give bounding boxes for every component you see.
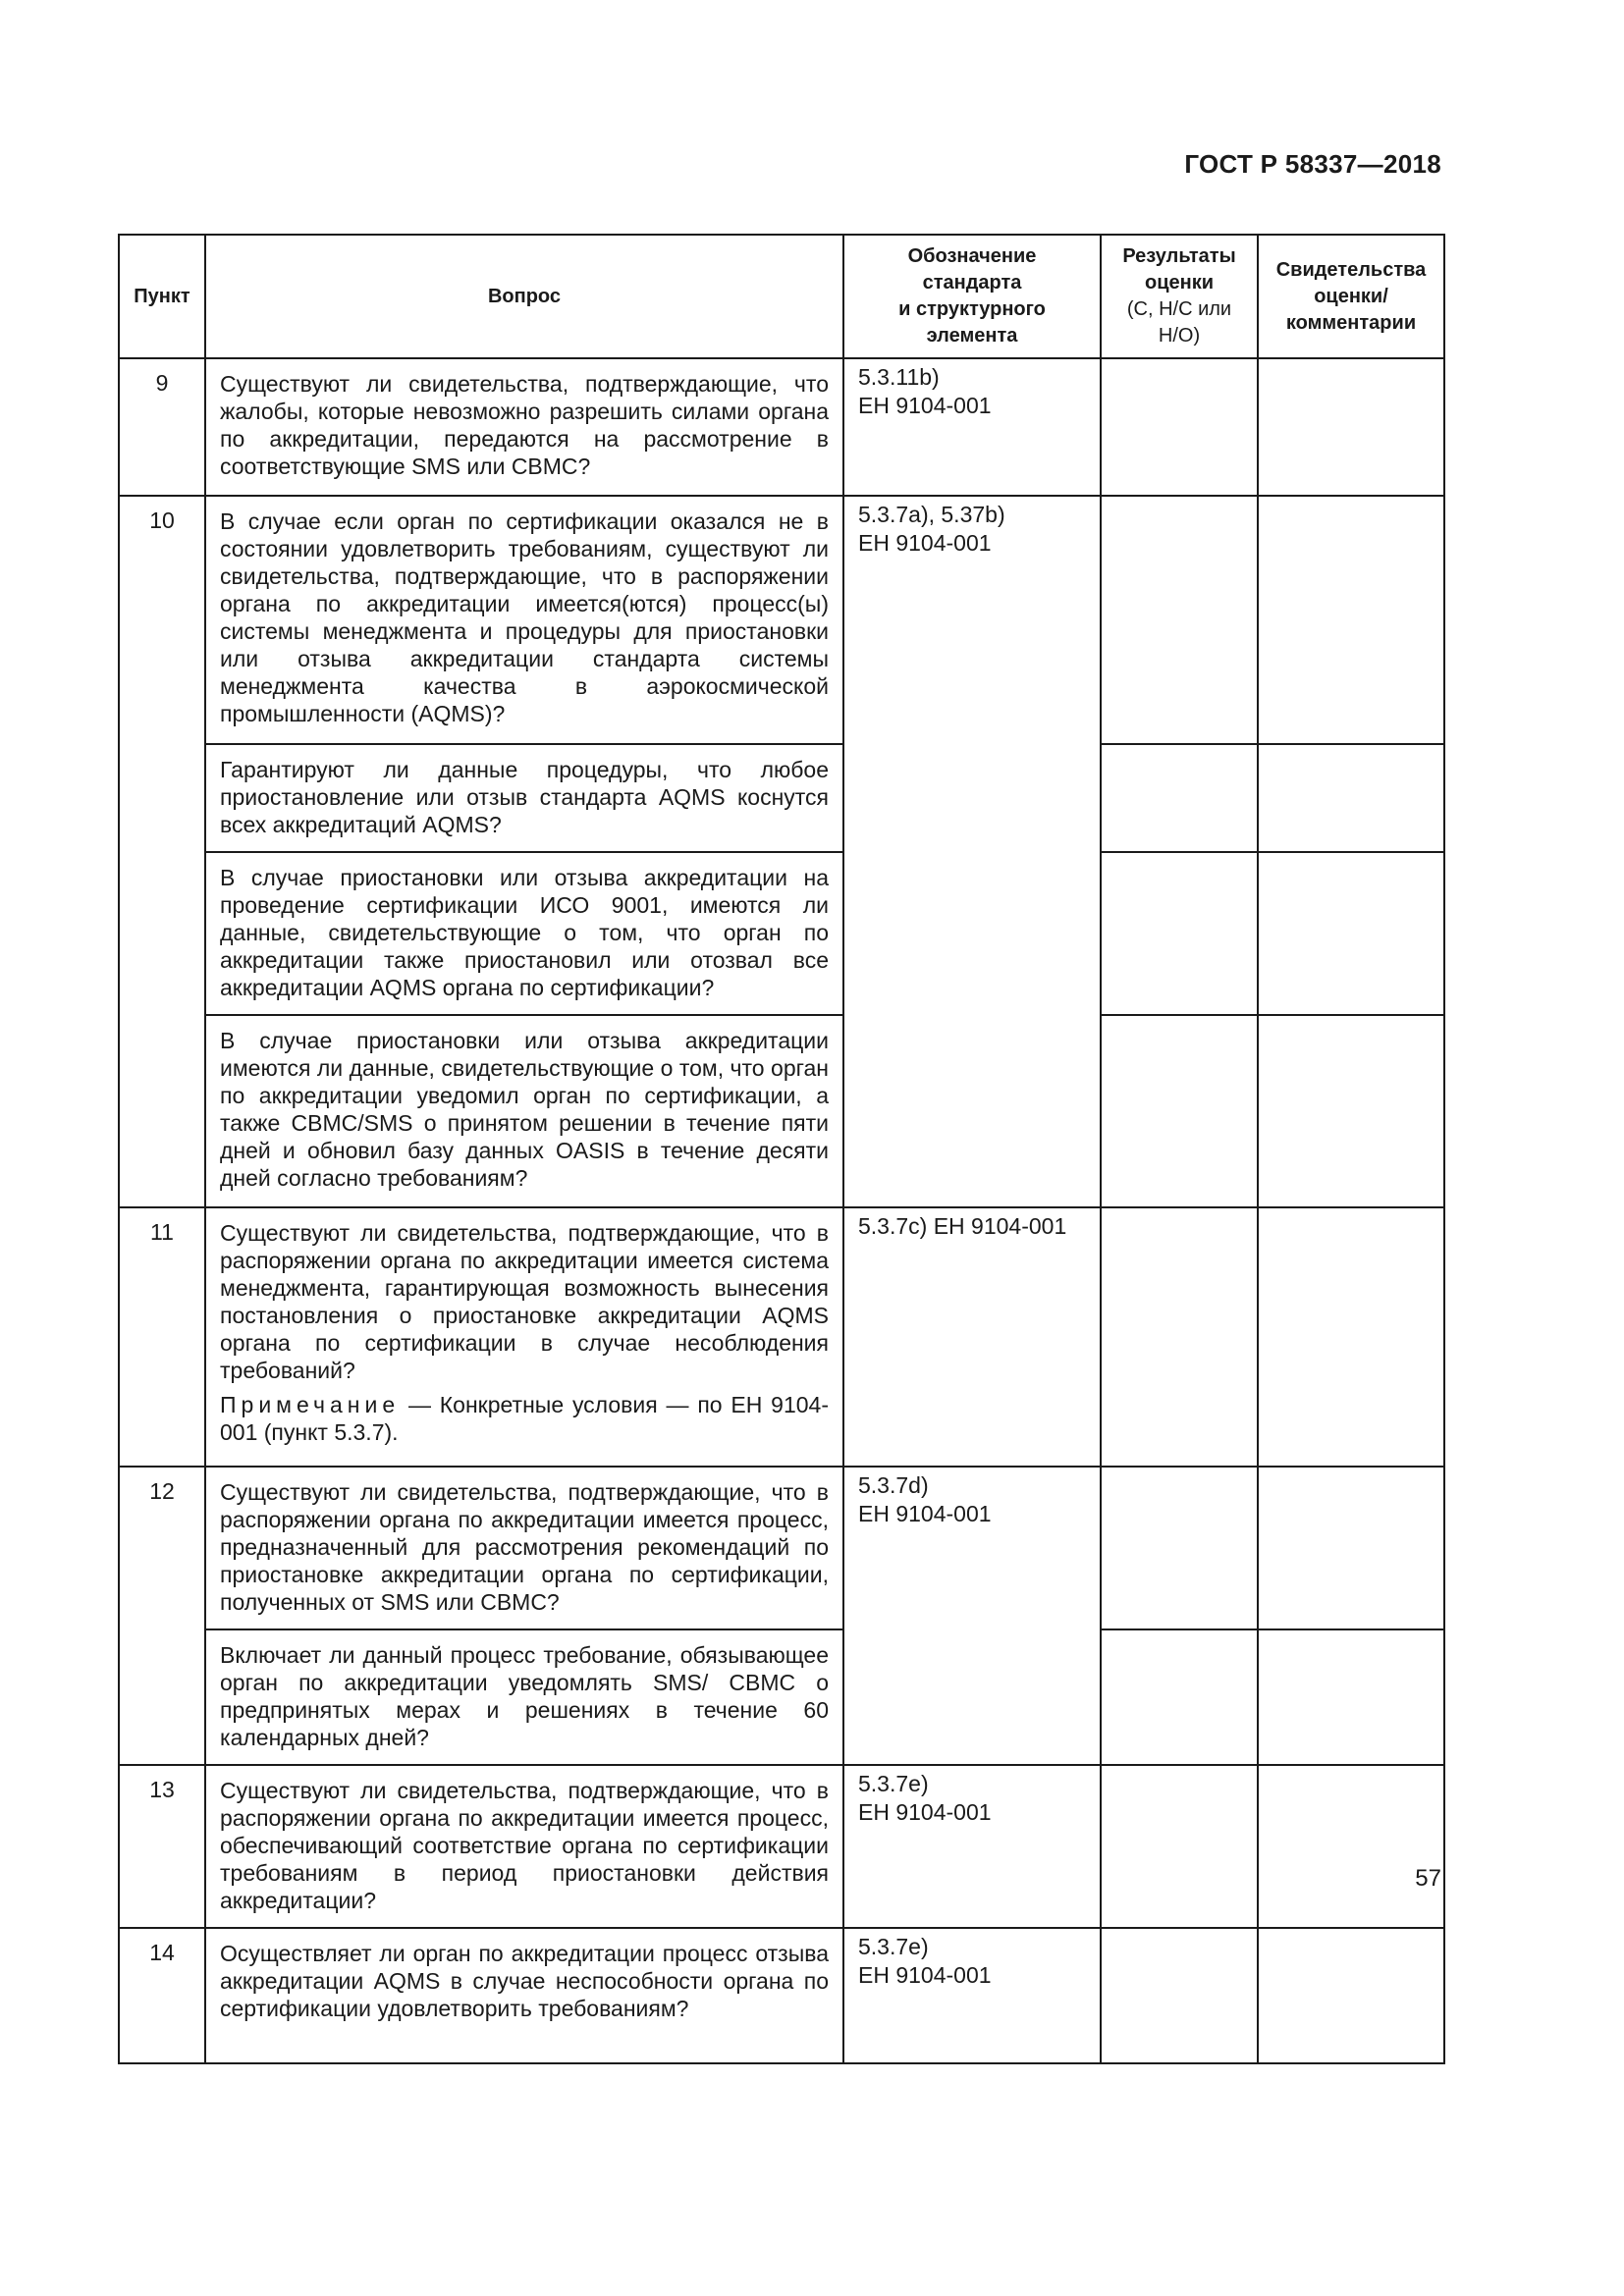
question-text: В случае приостановки или отзыва аккредитации на проведение сертификации ИСО 9001, имеются ли данные, свидетельствующие о том, что орган по аккредитации также приостановил или отозвал все аккредитации AQMS органа по сертификации? (205, 852, 843, 1015)
page-number: 57 (1415, 1865, 1441, 1892)
standard-reference: 5.3.7c) ЕН 9104-001 (843, 1207, 1101, 1467)
assessment-table (118, 234, 1445, 2064)
item-number: 11 (119, 1207, 205, 1467)
results-cell[interactable] (1101, 1015, 1258, 1207)
table-subrow (119, 1015, 1444, 1207)
question-text: В случае если орган по сертификации оказался не в состоянии удовлетворить требованиям, существуют ли свидетельства, подтверждающие, что в распоряжении органа по аккредитации имеется(ются) процесс(ы) системы менеджмента и процедуры для приостановки или отзыва аккредитации стандарта системы менеджмента качества в аэрокосмической промышленности (AQMS)? (205, 496, 843, 744)
question-cell (205, 1207, 843, 1467)
evidence-cell[interactable] (1258, 744, 1444, 852)
results-cell[interactable] (1101, 1207, 1258, 1467)
note-text (220, 1391, 829, 1446)
table-row (119, 1928, 1444, 2063)
evidence-cell[interactable] (1258, 1207, 1444, 1467)
table-subrow (119, 852, 1444, 1015)
results-cell[interactable] (1101, 744, 1258, 852)
table-row (119, 1765, 1444, 1928)
document-header: ГОСТ Р 58337—2018 (1184, 149, 1441, 179)
evidence-cell[interactable] (1258, 852, 1444, 1015)
evidence-cell[interactable] (1258, 1629, 1444, 1765)
results-cell[interactable] (1101, 496, 1258, 744)
table-row (119, 496, 1444, 744)
evidence-cell[interactable] (1258, 1765, 1444, 1928)
evidence-cell[interactable] (1258, 496, 1444, 744)
standard-reference: 5.3.7d) ЕН 9104-001 (843, 1467, 1101, 1765)
note-label: Примечание (220, 1392, 401, 1417)
standard-reference: 5.3.7a), 5.37b) ЕН 9104-001 (843, 496, 1101, 1207)
standard-reference: 5.3.7e) ЕН 9104-001 (843, 1928, 1101, 2063)
results-cell[interactable] (1101, 852, 1258, 1015)
question-text: Существуют ли свидетельства, подтверждающие, что в распоряжении органа по аккредитации имеется система менеджмента, гарантирующая возможность вынесения постановления о приостановке аккредитации AQMS органа по сертификации в случае несоблюдения требований? (220, 1220, 829, 1383)
evidence-cell[interactable] (1258, 358, 1444, 496)
standard-reference: 5.3.11b) ЕН 9104-001 (843, 358, 1101, 496)
question-text: Включает ли данный процесс требование, обязывающее орган по аккредитации уведомлять SMS/ CBMC о предпринятых мерах и решениях в течение 60 календарных дней? (205, 1629, 843, 1765)
table-row (119, 1207, 1444, 1467)
evidence-cell[interactable] (1258, 1928, 1444, 2063)
question-text: Существуют ли свидетельства, подтверждающие, что жалобы, которые невозможно разрешить силами органа по аккредитации, передаются на рассмотрение в соответствующие SMS или CBMC? (205, 358, 843, 496)
column-header-standard: Обозначение стандарта и структурного элемента (843, 235, 1101, 358)
column-header-evidence: Свидетельства оценки/ комментарии (1258, 235, 1444, 358)
question-text: Осуществляет ли орган по аккредитации процесс отзыва аккредитации AQMS в случае неспособности органа по сертификации удовлетворить требованиям? (205, 1928, 843, 2063)
table-header-row (119, 235, 1444, 358)
table-row (119, 1467, 1444, 1629)
evidence-cell[interactable] (1258, 1467, 1444, 1629)
question-text: В случае приостановки или отзыва аккредитации имеются ли данные, свидетельствующие о том, что орган по аккредитации уведомил орган по сертификации, а также CBMC/SMS о принятом решении в течение пяти дней и обновил базу данных OASIS в течение десяти дней согласно требованиям? (205, 1015, 843, 1207)
results-cell[interactable] (1101, 1765, 1258, 1928)
question-text: Существуют ли свидетельства, подтверждающие, что в распоряжении органа по аккредитации имеется процесс, обеспечивающий соответствие органа по сертификации требованиям в период приостановки действия аккредитации? (205, 1765, 843, 1928)
table-subrow (119, 744, 1444, 852)
question-text: Существуют ли свидетельства, подтверждающие, что в распоряжении органа по аккредитации имеется процесс, предназначенный для рассмотрения рекомендаций по приостановке аккредитации органа по сертификации, полученных от SMS или CBMC? (205, 1467, 843, 1629)
table-row (119, 358, 1444, 496)
item-number: 12 (119, 1467, 205, 1765)
column-header-question: Вопрос (205, 235, 843, 358)
question-text: Гарантируют ли данные процедуры, что любое приостановление или отзыв стандарта AQMS коснутся всех аккредитаций AQMS? (205, 744, 843, 852)
note-body: — Конкретные условия — по ЕН 9104-001 (пункт 5.3.7). (220, 1392, 829, 1445)
column-header-results: Результаты оценки (С, Н/С или Н/О) (1101, 235, 1258, 358)
table-subrow (119, 1629, 1444, 1765)
results-cell[interactable] (1101, 1467, 1258, 1629)
item-number: 10 (119, 496, 205, 1207)
results-cell[interactable] (1101, 358, 1258, 496)
evidence-cell[interactable] (1258, 1015, 1444, 1207)
item-number: 14 (119, 1928, 205, 2063)
results-cell[interactable] (1101, 1629, 1258, 1765)
column-header-item: Пункт (119, 235, 205, 358)
item-number: 13 (119, 1765, 205, 1928)
results-cell[interactable] (1101, 1928, 1258, 2063)
item-number: 9 (119, 358, 205, 496)
standard-reference: 5.3.7e) ЕН 9104-001 (843, 1765, 1101, 1928)
